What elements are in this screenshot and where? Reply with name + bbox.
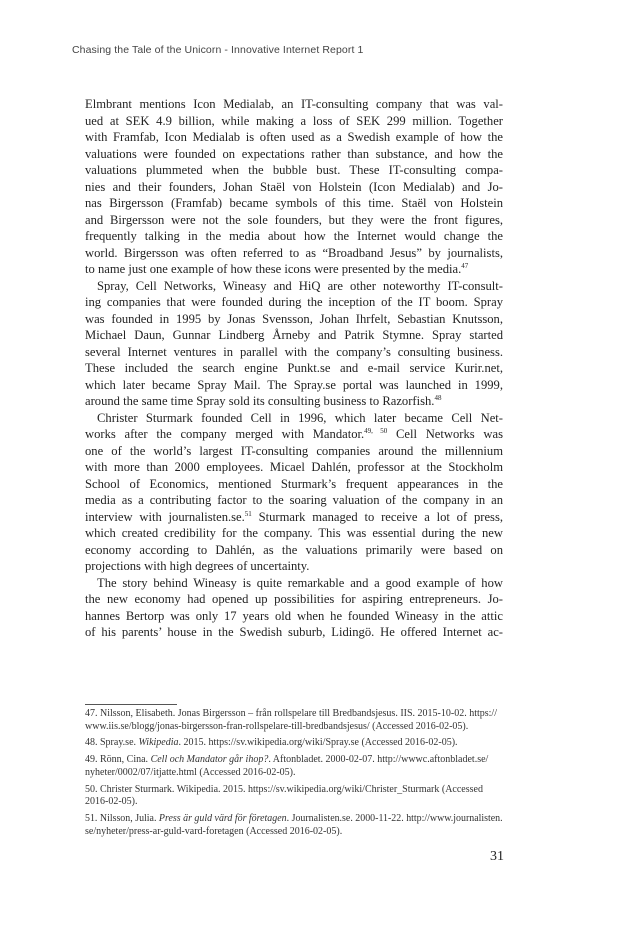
text-line: nies and their founders, Johan Staël von Holstein (Icon Medialab) and Jo- — [85, 179, 503, 194]
text-line: the new economy had opened up possibilities for aspiring entrepreneurs. Jo- — [85, 592, 503, 606]
text-line: with Framfab, Icon Medialab is often used as a Swedish example of how the — [85, 130, 503, 144]
text-line: valuations were founded on expectations rather than substance, and how the — [85, 146, 503, 161]
text-line: and Birgersson were not the sole founders, but they were the front figures, — [85, 212, 503, 227]
footnote-48 — [85, 737, 503, 750]
text-line: nas Birgersson (Framfab) became symbols of this time. Staël von Holstein — [85, 196, 503, 210]
text-line: several Internet ventures in parallel with the company’s consulting business. — [85, 344, 503, 359]
footnote-ref: 49, 50 — [364, 427, 388, 435]
text-line: was founded in 1995 by Jonas Svensson, Johan Ihrfelt, Sebastian Knutsson, — [85, 311, 503, 326]
footnote-ref: 51 — [244, 509, 252, 518]
text-line: of his parents’ house in the Swedish suburb, Lidingö. He offered Internet ac- — [85, 625, 503, 639]
footnotes — [85, 708, 503, 842]
footnote-ref: 47 — [461, 262, 469, 270]
body-text — [85, 96, 503, 641]
text-line-content: interview with journalisten.se. — [85, 509, 245, 524]
footnote-line — [85, 813, 503, 826]
page-number: 31 — [490, 849, 504, 864]
footnote-line: nyheter/0002/07/itjatte.html (Accessed 2016-02-05). — [85, 766, 296, 778]
text-line: ued at SEK 4.9 billion, while making a loss of SEK 299 million. Together — [85, 113, 503, 128]
footnote-italic-title: Cell och Mandator går ihop? — [150, 754, 269, 766]
text-line: Michael Daun, Gunnar Lindberg Årneby and Patrik Stymne. Spray started — [85, 328, 503, 342]
text-line: hannes Bertorp was only 17 years old when he founded Wineasy in the attic — [85, 608, 503, 623]
footnote-text: 49. Rönn, Cina. — [85, 754, 151, 766]
text-line: These included the search engine Punkt.se and e-mail service Kurir.net, — [85, 361, 503, 375]
footnote-line — [85, 737, 503, 750]
text-line: which later became Spray Mail. The Spray.se portal was launched in 1999, — [85, 377, 503, 392]
text-line: School of Economics, mentioned Sturmark’s frequent appearances in the — [85, 476, 503, 491]
footnote-italic-title: Wikipedia — [138, 737, 179, 749]
text-line — [85, 426, 503, 443]
text-line: Christer Sturmark founded Cell in 1996, which later became Cell Net- — [97, 410, 503, 425]
footnote-50 — [85, 784, 503, 809]
footnote-ref: 48 — [434, 394, 442, 402]
text-line-content: around the same time Spray sold its consulting business to Razorfish. — [85, 394, 435, 408]
footnote-text: . 2015. https://sv.wikipedia.org/wiki/Spray.se (Accessed 2016-02-05). — [178, 737, 458, 749]
footnote-line: www.iis.se/blogg/jonas-birgersson-fran-rollspelare-till-bredbandsjesus/ (Accessed 2016-02-05). — [85, 720, 469, 732]
text-line: The story behind Wineasy is quite remarkable and a good example of how — [97, 575, 503, 590]
footnote-italic-title: Press är guld värd för företagen — [158, 812, 287, 824]
footnote-line — [85, 754, 503, 767]
text-line: ing companies that were founded during the inception of the IT boom. Spray — [85, 295, 503, 309]
footnote-text: 51. Nilsson, Julia. — [85, 812, 159, 824]
footnote-line: 50. Christer Sturmark. Wikipedia. 2015. https://sv.wikipedia.org/wiki/Christer_Sturmark (Accessed — [85, 783, 483, 795]
footnote-divider — [85, 704, 177, 705]
running-header: Chasing the Tale of the Unicorn - Innovative Internet Report 1 — [72, 44, 364, 56]
text-line: Elmbrant mentions Icon Medialab, an IT-consulting company that was val- — [85, 97, 503, 111]
text-line: economy according to Dahlén, as the valuations primarily were based on — [85, 542, 503, 557]
text-line — [85, 393, 503, 410]
text-line: with more than 2000 employees. Micael Dahlén, professor at the Stockholm — [85, 460, 503, 474]
footnote-text: . Journalisten.se. 2000-11-22. http://www.journalisten. — [286, 812, 503, 824]
text-line: projections with high degrees of uncertainty. — [85, 559, 310, 573]
text-line-content: works after the company merged with Mandator. — [85, 427, 365, 441]
footnote-49 — [85, 754, 503, 779]
text-line — [85, 261, 503, 278]
footnote-51 — [85, 813, 503, 838]
text-line: frequently talking in the media about how the Internet would change the — [85, 229, 503, 243]
footnote-line: 47. Nilsson, Elisabeth. Jonas Birgersson – från rollspelare till Bredbandsjesus. IIS. 2015-10-02. https:// — [85, 708, 497, 719]
footnote-line: 2016-02-05). — [85, 796, 138, 808]
text-line — [85, 509, 503, 526]
text-line-content: to name just one example of how these icons were presented by the media. — [85, 262, 462, 276]
text-line: Spray, Cell Networks, Wineasy and HiQ are other noteworthy IT-consult- — [97, 278, 503, 293]
text-line: world. Birgersson was often referred to as “Broadband Jesus” by journalists, — [85, 245, 503, 260]
text-line: valuations plummeted when the bubble bust. These IT-consulting compa- — [85, 163, 503, 177]
text-line: which created credibility for the company. This was essential during the new — [85, 526, 503, 540]
footnote-text: 48. Spray.se. — [85, 737, 139, 749]
text-line-content: Sturmark managed to receive a lot of press, — [258, 509, 503, 524]
text-line: one of the world’s largest IT-consulting companies around the millennium — [85, 443, 503, 458]
text-line: media as a contributing factor to the soaring valuation of the company in an — [85, 493, 503, 507]
footnote-line: se/nyheter/press-ar-guld-vard-foretagen (Accessed 2016-02-05). — [85, 825, 343, 837]
footnote-text: . Aftonbladet. 2000-02-07. http://wwwc.aftonbladet.se/ — [268, 754, 489, 766]
footnote-47 — [85, 708, 503, 733]
text-line-content: Cell Networks was — [395, 427, 503, 441]
